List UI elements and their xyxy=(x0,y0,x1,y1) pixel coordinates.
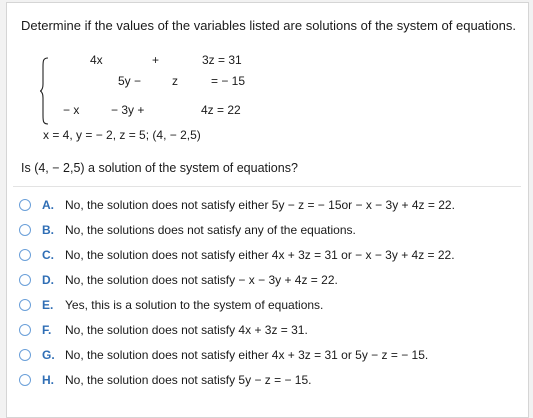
divider xyxy=(13,186,521,187)
choice-b[interactable] xyxy=(19,221,524,241)
variable-values: x = 4, y = − 2, z = 5; (4, − 2,5) xyxy=(43,128,201,142)
eq2-term-z: z xyxy=(172,74,178,88)
choice-c[interactable] xyxy=(19,246,524,266)
eq3-term-x: − x xyxy=(63,103,80,117)
radio-button[interactable] xyxy=(19,299,31,311)
choice-text: No, the solution does not satisfy either 4x + 3z = 31 or − x − 3y + 4z = 22. xyxy=(65,248,455,262)
system-brace xyxy=(40,57,49,125)
eq2-term-5y: 5y − xyxy=(118,74,142,88)
eq1-term-4x: 4x xyxy=(90,53,103,67)
radio-button[interactable] xyxy=(19,349,31,361)
eq2-rhs: = − 15 xyxy=(211,74,246,88)
eq1-rhs: 3z = 31 xyxy=(202,53,242,67)
choice-text: No, the solution does not satisfy either 4x + 3z = 31 or 5y − z = − 15. xyxy=(65,348,429,362)
choice-d[interactable] xyxy=(19,271,524,291)
radio-button[interactable] xyxy=(19,274,31,286)
choice-letter: G. xyxy=(42,348,55,362)
choice-f[interactable] xyxy=(19,321,524,341)
eq1-plus: + xyxy=(152,53,160,67)
eq3-term-3y: − 3y + xyxy=(111,103,145,117)
radio-button[interactable] xyxy=(19,249,31,261)
question-text: Is (4, − 2,5) a solution of the system of equations? xyxy=(21,161,298,175)
choice-text: No, the solution does not satisfy either 5y − z = − 15or − x − 3y + 4z = 22. xyxy=(65,198,455,212)
choice-a[interactable] xyxy=(19,196,524,216)
choice-letter: F. xyxy=(42,323,52,337)
choice-text: No, the solution does not satisfy 5y − z = − 15. xyxy=(65,373,312,387)
radio-button[interactable] xyxy=(19,224,31,236)
choice-text: Yes, this is a solution to the system of equations. xyxy=(65,298,324,312)
choice-letter: B. xyxy=(42,223,54,237)
choice-letter: A. xyxy=(42,198,54,212)
choice-h[interactable] xyxy=(19,371,524,391)
choice-g[interactable] xyxy=(19,346,524,366)
choice-text: No, the solution does not satisfy 4x + 3z = 31. xyxy=(65,323,308,337)
radio-button[interactable] xyxy=(19,324,31,336)
choice-letter: C. xyxy=(42,248,54,262)
choice-text: No, the solutions does not satisfy any of the equations. xyxy=(65,223,356,237)
question-panel xyxy=(6,2,529,418)
radio-button[interactable] xyxy=(19,374,31,386)
choice-letter: H. xyxy=(42,373,54,387)
choice-e[interactable] xyxy=(19,296,524,316)
radio-button[interactable] xyxy=(19,199,31,211)
prompt-text: Determine if the values of the variables listed are solutions of the system of equations. xyxy=(21,18,516,33)
choice-letter: E. xyxy=(42,298,54,312)
eq3-rhs: 4z = 22 xyxy=(201,103,241,117)
choice-letter: D. xyxy=(42,273,54,287)
choice-text: No, the solution does not satisfy − x − 3y + 4z = 22. xyxy=(65,273,338,287)
